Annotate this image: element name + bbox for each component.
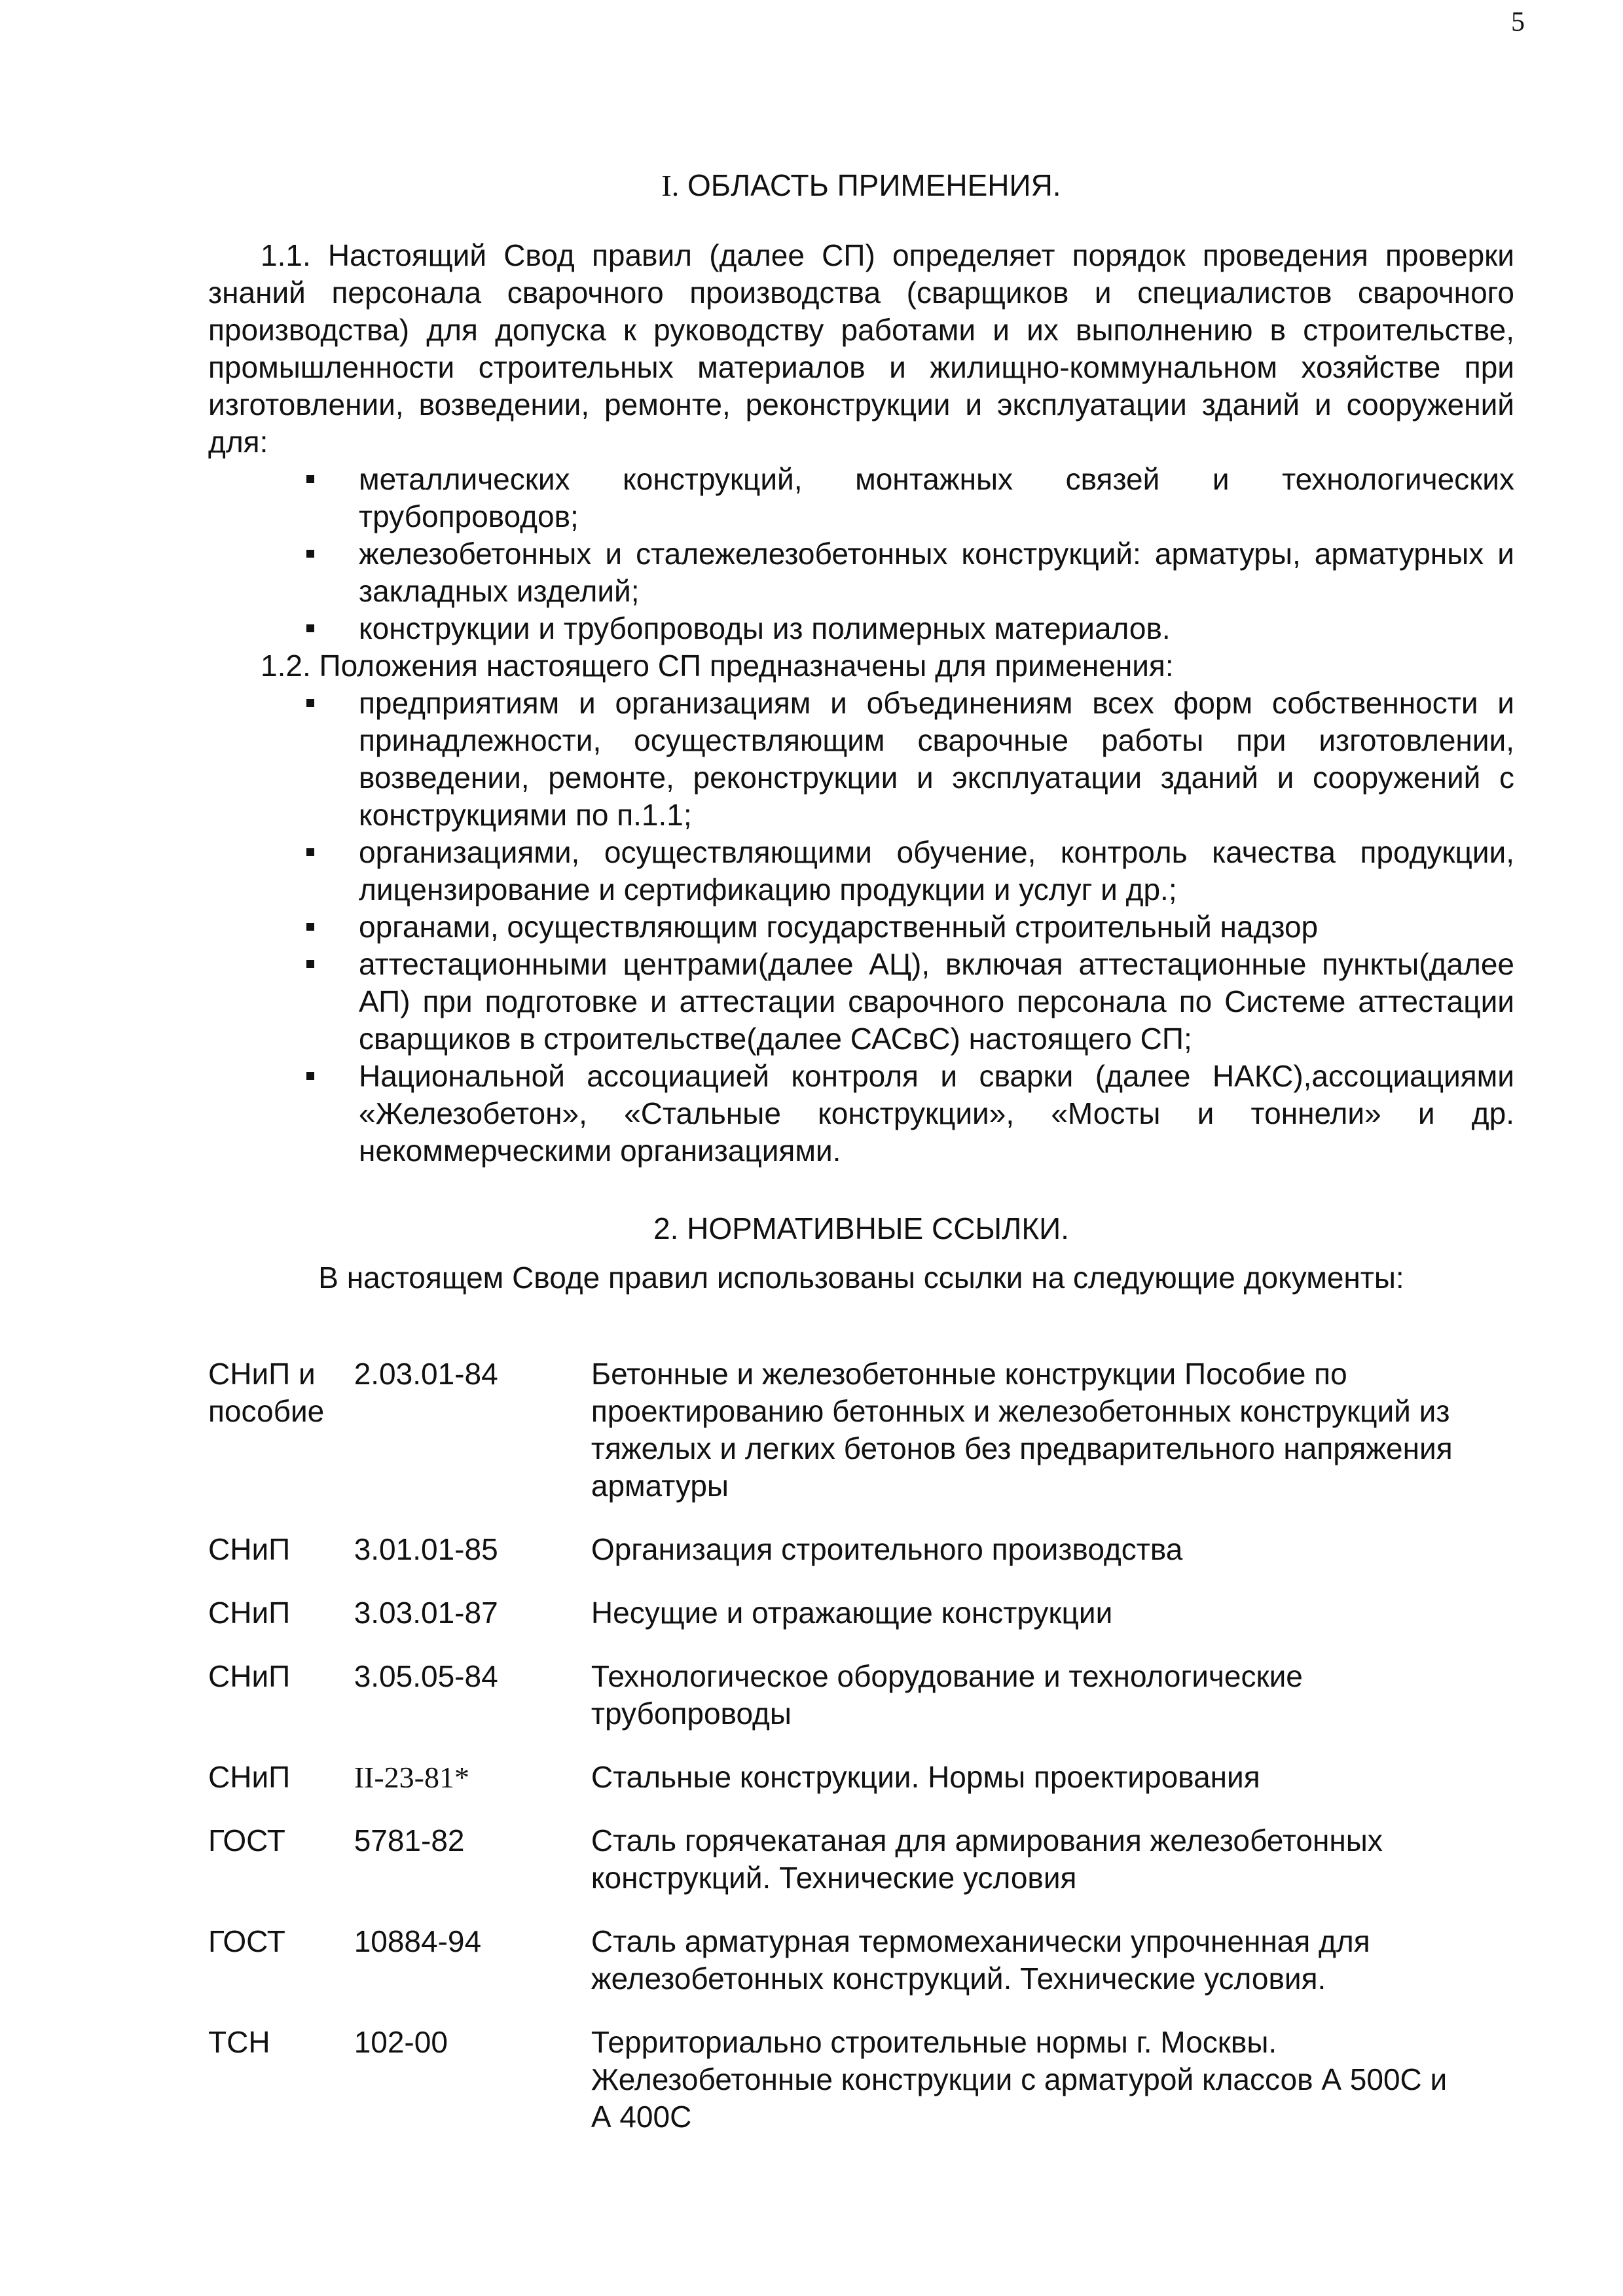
ref-title: Стальные конструкции. Нормы проектирования (591, 1760, 1260, 1794)
references-table (208, 1355, 1514, 2162)
ref-number: 10884-94 (354, 1924, 482, 1958)
ref-type: СНиП (208, 1596, 291, 1630)
document-body (208, 167, 1514, 2162)
section-2-title: 2. НОРМАТИВНЫЕ ССЫЛКИ. (653, 1211, 1069, 1246)
table-row (208, 2024, 1514, 2162)
list-item: организациями, осуществляющими обучение, контроль качества продукции, лицензирование и сертификацию продукции и услуг и др.; (306, 834, 1514, 908)
ref-number: 2.03.01-84 (354, 1357, 498, 1391)
paragraph-1-1: 1.1. Настоящий Свод правил (далее СП) определяет порядок проведения проверки знаний персонала сварочного производства (сварщиков и специалистов сварочного производства) для допуска к руководству работами и их выполнению в строительстве, промышленности строительных материалов и жилищно-коммунальном хозяйстве при изготовлении, возведении, ремонте, реконструкции и эксплуатации зданий и сооружений для: (208, 238, 1514, 459)
ref-title: Сталь горячекатаная для армирования железобетонных конструкций. Технические условия (591, 1823, 1383, 1895)
page-number: 5 (1511, 7, 1525, 37)
ref-type: ГОСТ (208, 1823, 285, 1857)
ref-type: СНиП (208, 1659, 291, 1693)
ref-type: СНиП (208, 1760, 291, 1794)
list-item: металлических конструкций, монтажных связей и технологических трубопроводов; (306, 461, 1514, 535)
ref-type: СНиП и пособие (208, 1357, 325, 1428)
table-row (208, 1355, 1514, 1531)
ref-number: 102-00 (354, 2025, 448, 2059)
list-item: органами, осуществляющим государственный строительный надзор (306, 908, 1514, 946)
ref-number: 3.05.05-84 (354, 1659, 498, 1693)
ref-title: Сталь арматурная термомеханически упрочненная для железобетонных конструкций. Технические условия. (591, 1924, 1370, 1996)
ref-title: Территориально строительные нормы г. Москвы. Железобетонные конструкции с арматурой классов А 500С и А 400С (591, 2025, 1448, 2134)
list-item: конструкции и трубопроводы из полимерных материалов. (306, 610, 1514, 647)
list-item: Национальной ассоциацией контроля и сварки (далее НАКС),ассоциациями «Железобетон», «Стальные конструкции», «Мосты и тоннели» и др. некоммерческими организациями. (306, 1058, 1514, 1170)
ref-type: СНиП (208, 1532, 291, 1566)
paragraph-1-2: 1.2. Положения настоящего СП предназначены для применения: (261, 649, 1174, 683)
ref-title: Несущие и отражающие конструкции (591, 1596, 1113, 1630)
table-row (208, 1594, 1514, 1658)
table-row (208, 1759, 1514, 1822)
ref-title: Организация строительного производства (591, 1532, 1183, 1566)
list-1-2 (208, 685, 1514, 1170)
list-item: предприятиям и организациям и объединениям всех форм собственности и принадлежности, осуществляющим сварочные работы при изготовлении, возведении, ремонте, реконструкции и эксплуатации зданий и сооружений с конструкциями по п.1.1; (306, 685, 1514, 834)
table-row (208, 1822, 1514, 1923)
ref-number: 5781-82 (354, 1823, 465, 1857)
ref-type: ГОСТ (208, 1924, 285, 1958)
ref-number: 3.03.01-87 (354, 1596, 498, 1630)
section-1-title (208, 167, 1514, 204)
section-1-title-text: ОБЛАСТЬ ПРИМЕНЕНИЯ. (687, 168, 1061, 202)
ref-title: Бетонные и железобетонные конструкции Пособие по проектированию бетонных и железобетонных конструкций из тяжелых и легких бетонов без предварительного напряжения арматуры (591, 1357, 1453, 1503)
section-2-intro: В настоящем Своде правил использованы ссылки на следующие документы: (318, 1261, 1404, 1295)
ref-title: Технологическое оборудование и технологические трубопроводы (591, 1659, 1303, 1731)
table-row (208, 1531, 1514, 1594)
ref-number: 3.01.01-85 (354, 1532, 498, 1566)
list-1-1 (208, 461, 1514, 647)
list-item: железобетонных и сталежелезобетонных конструкций: арматуры, арматурных и закладных изделий; (306, 535, 1514, 610)
section-1-roman: I. (661, 169, 680, 202)
list-item: аттестационными центрами(далее АЦ), включая аттестационные пункты(далее АП) при подготовке и аттестации сварочного персонала по Системе аттестации сварщиков в строительстве(далее САСвС) настоящего СП; (306, 946, 1514, 1058)
ref-type: ТСН (208, 2025, 270, 2059)
table-row (208, 1658, 1514, 1759)
ref-number: II-23-81* (354, 1761, 469, 1794)
table-row (208, 1923, 1514, 2024)
